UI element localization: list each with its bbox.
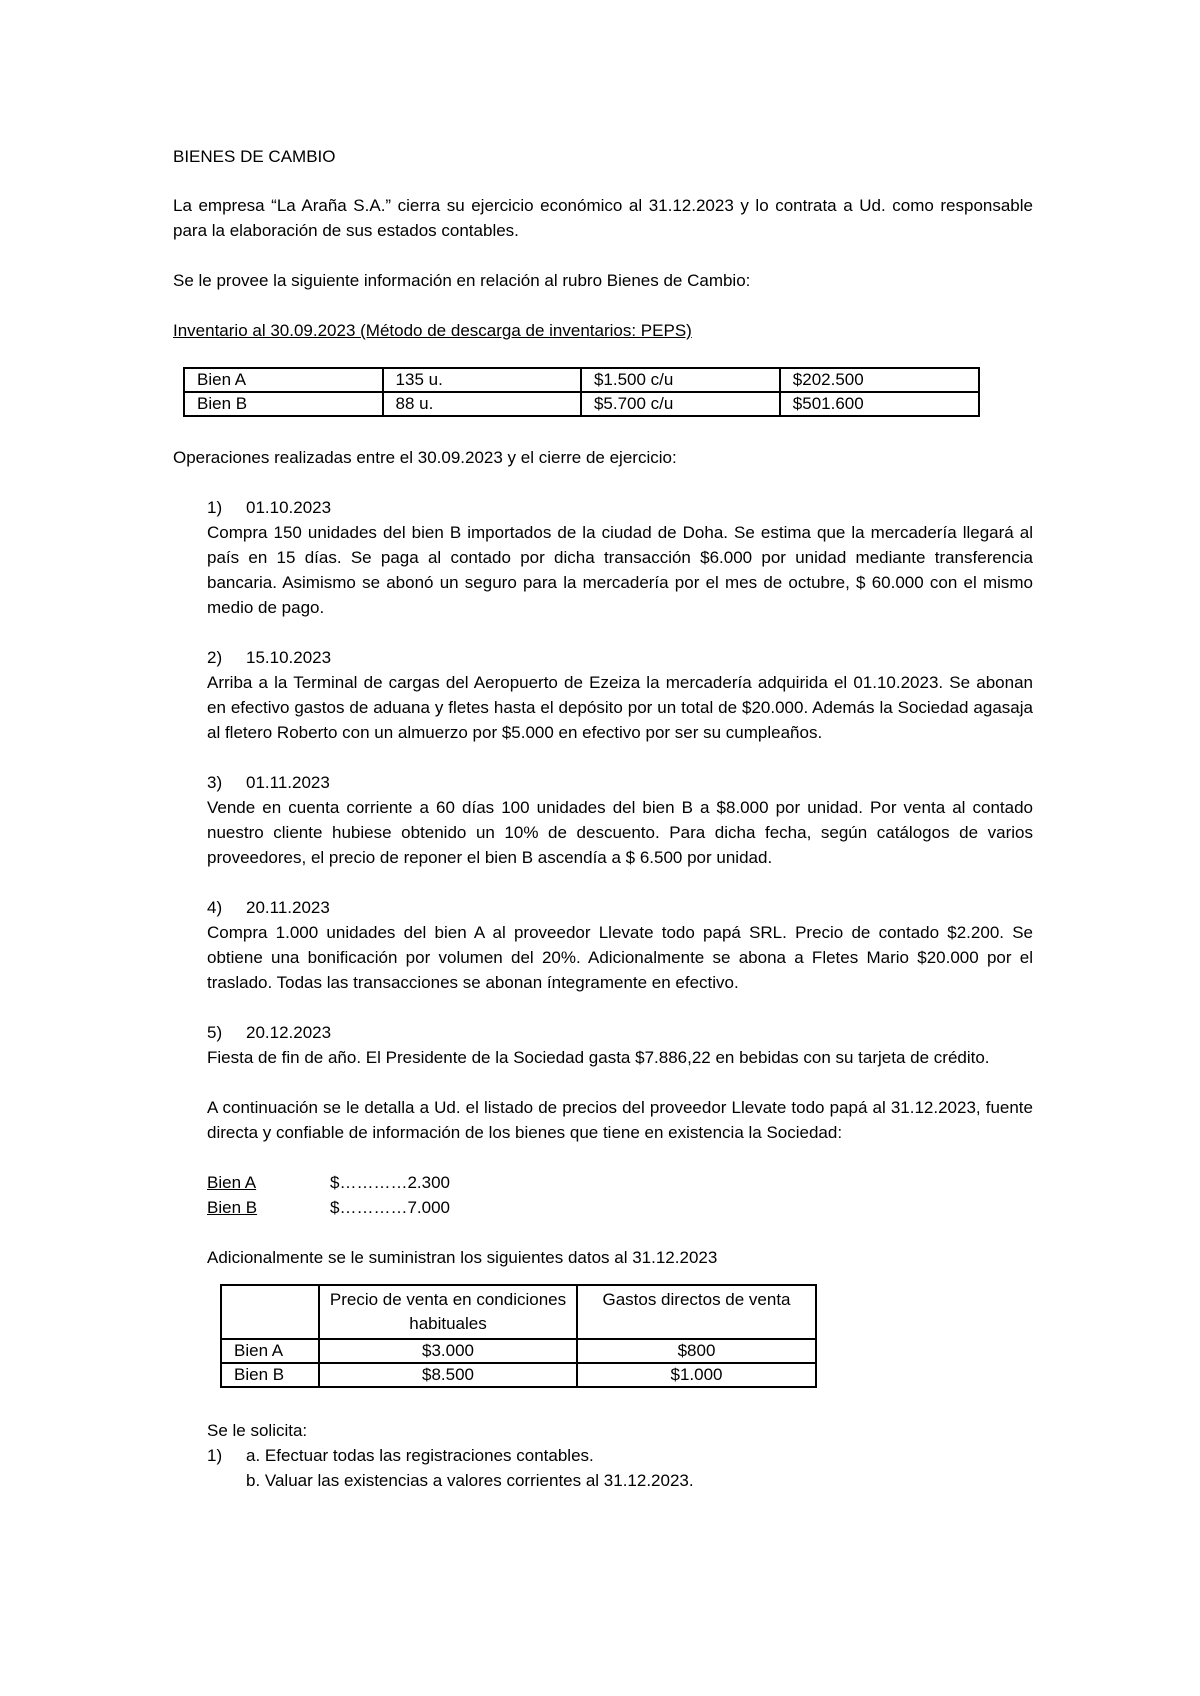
price-list-value: $…………2.300 bbox=[330, 1173, 450, 1192]
table-header: Gastos directos de venta bbox=[577, 1285, 816, 1339]
table-cell: $5.700 c/u bbox=[581, 392, 780, 416]
solicita-item: a. Efectuar todas las registraciones contables. bbox=[246, 1446, 594, 1465]
price-list-value: $…………7.000 bbox=[330, 1198, 450, 1217]
table-cell: Bien A bbox=[184, 368, 383, 392]
operation-number: 3) bbox=[207, 773, 223, 792]
additional-heading: Adicionalmente se le suministran los siguientes datos al 31.12.2023 bbox=[207, 1248, 718, 1267]
table-row bbox=[221, 1363, 816, 1387]
solicita-heading: Se le solicita: bbox=[207, 1421, 308, 1440]
operation-date: 01.10.2023 bbox=[246, 498, 332, 517]
sales-table bbox=[220, 1284, 817, 1388]
intro-paragraph: La empresa “La Araña S.A.” cierra su ejercicio económico al 31.12.2023 y lo contrata a Ud. como responsable para la elaboración de sus estados contables. bbox=[173, 196, 1033, 240]
table-cell: Bien B bbox=[221, 1363, 319, 1387]
table-cell: Bien B bbox=[184, 392, 383, 416]
operation-number: 4) bbox=[207, 898, 223, 917]
price-list-intro: A continuación se le detalla a Ud. el listado de precios del proveedor Llevate todo papá al 31.12.2023, fuente directa y confiable de información de los bienes que tiene en existencia la Sociedad: bbox=[207, 1098, 1033, 1142]
table-row bbox=[184, 368, 979, 392]
price-list-bien: Bien A bbox=[207, 1173, 257, 1192]
operation-number: 1) bbox=[207, 498, 223, 517]
table-row bbox=[184, 392, 979, 416]
table-row bbox=[221, 1339, 816, 1363]
operation-date: 01.11.2023 bbox=[246, 773, 330, 792]
table-cell: 135 u. bbox=[383, 368, 581, 392]
table-cell: $1.500 c/u bbox=[581, 368, 780, 392]
solicita-item: b. Valuar las existencias a valores corrientes al 31.12.2023. bbox=[246, 1471, 694, 1490]
table-cell: $3.000 bbox=[319, 1339, 577, 1363]
provee-paragraph: Se le provee la siguiente información en relación al rubro Bienes de Cambio: bbox=[173, 271, 751, 290]
operation-text: Compra 150 unidades del bien B importados de la ciudad de Doha. Se estima que la mercadería llegará al país en 15 días. Se paga al contado por dicha transacción $6.000 por unidad mediante transferencia bancaria. Asimismo se abonó un seguro para la mercadería por el mes de octubre, $ 60.000 con el mismo medio de pago. bbox=[207, 523, 1033, 617]
inventory-table bbox=[183, 367, 980, 417]
table-header bbox=[221, 1285, 319, 1339]
table-cell: Bien A bbox=[221, 1339, 319, 1363]
table-cell: $202.500 bbox=[780, 368, 979, 392]
table-cell: $800 bbox=[577, 1339, 816, 1363]
price-list-bien: Bien B bbox=[207, 1198, 258, 1217]
operation-text: Arriba a la Terminal de cargas del Aeropuerto de Ezeiza la mercadería adquirida el 01.10.2023. Se abonan en efectivo gastos de aduana y fletes hasta el depósito por un total de $20.000. Además la Sociedad agasaja al fletero Roberto con un almuerzo por $5.000 en efectivo por ser su cumpleaños. bbox=[207, 673, 1033, 742]
document-title: BIENES DE CAMBIO bbox=[173, 147, 336, 166]
table-cell: $501.600 bbox=[780, 392, 979, 416]
operation-number: 5) bbox=[207, 1023, 223, 1042]
operation-text: Compra 1.000 unidades del bien A al proveedor Llevate todo papá SRL. Precio de contado $2.200. Se obtiene una bonificación por volumen del 20%. Adicionalmente se abona a Fletes Mario $20.000 por el traslado. Todas las transacciones se abonan íntegramente en efectivo. bbox=[207, 923, 1033, 992]
inventory-heading: Inventario al 30.09.2023 (Método de descarga de inventarios: PEPS) bbox=[173, 321, 692, 340]
operation-date: 15.10.2023 bbox=[246, 648, 332, 667]
table-header: Precio de venta en condiciones habituales bbox=[319, 1285, 577, 1339]
solicita-number: 1) bbox=[207, 1446, 223, 1465]
table-cell: 88 u. bbox=[383, 392, 581, 416]
table-cell: $8.500 bbox=[319, 1363, 577, 1387]
operation-text: Vende en cuenta corriente a 60 días 100 unidades del bien B a $8.000 por unidad. Por venta al contado nuestro cliente hubiese obtenido un 10% de descuento. Para dicha fecha, según catálogos de varios proveedores, el precio de reponer el bien B ascendía a $ 6.500 por unidad. bbox=[207, 798, 1033, 867]
operation-number: 2) bbox=[207, 648, 223, 667]
operation-text: Fiesta de fin de año. El Presidente de la Sociedad gasta $7.886,22 en bebidas con su tarjeta de crédito. bbox=[207, 1048, 990, 1067]
operations-heading: Operaciones realizadas entre el 30.09.2023 y el cierre de ejercicio: bbox=[173, 448, 677, 467]
operation-date: 20.12.2023 bbox=[246, 1023, 332, 1042]
operation-date: 20.11.2023 bbox=[246, 898, 330, 917]
table-header-row bbox=[221, 1285, 816, 1339]
table-cell: $1.000 bbox=[577, 1363, 816, 1387]
